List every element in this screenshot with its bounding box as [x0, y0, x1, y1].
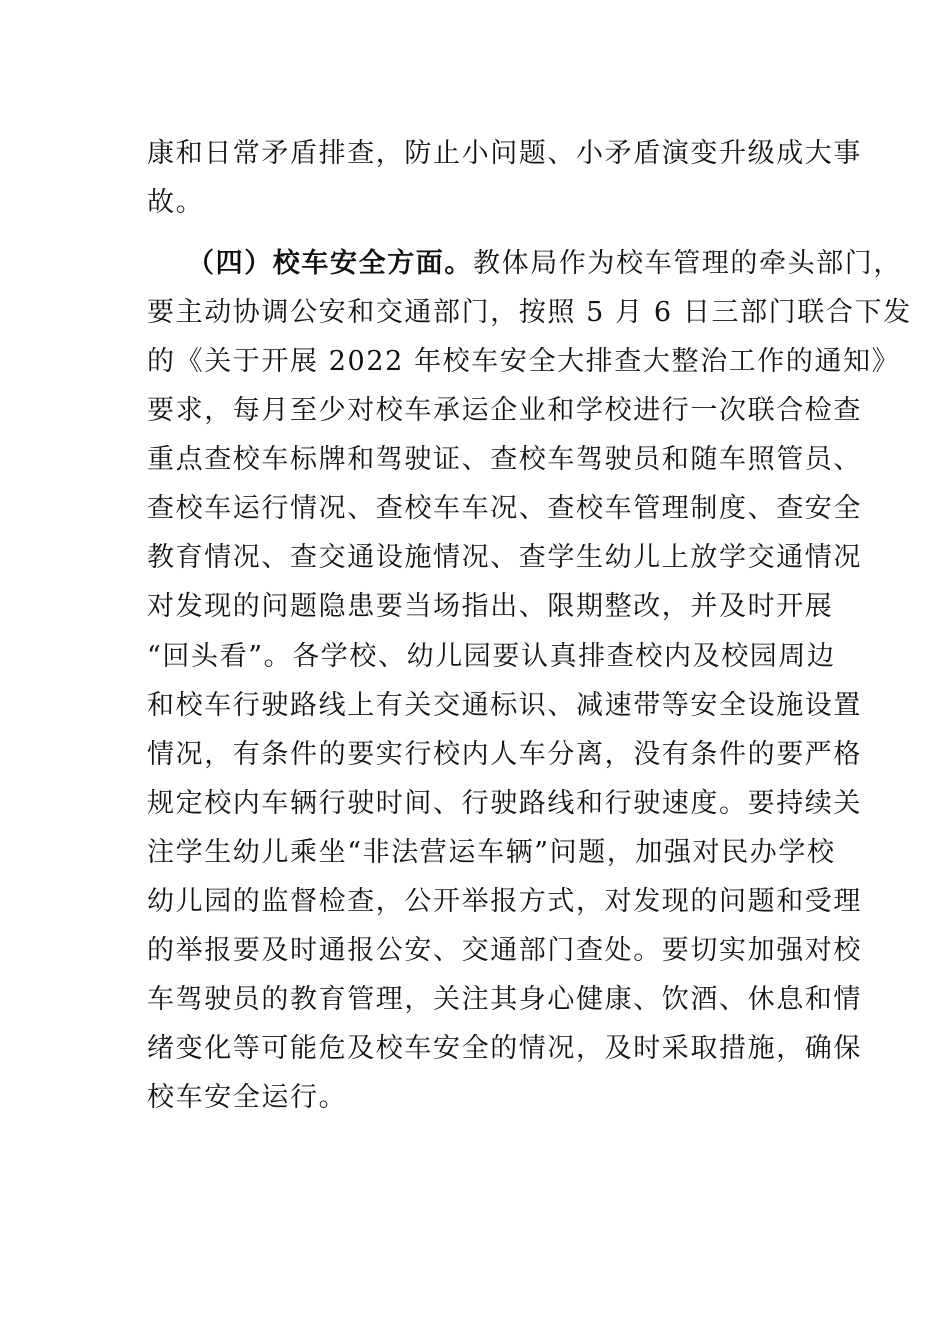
paragraph-2-line-11: 情况，有条件的要实行校内人车分离，没有条件的要严格	[147, 739, 862, 770]
paragraph-2-line-18: 校车安全运行。	[147, 1082, 348, 1113]
paragraph-2-line-17: 绪变化等可能危及校车安全的情况，及时采取措施，确保	[147, 1033, 862, 1064]
paragraph-2-line-9: “回头看”。各学校、幼儿园要认真排查校内及校园周边	[147, 641, 836, 672]
paragraph-2-line-13: 注学生幼儿乘坐“非法营运车辆”问题，加强对民办学校	[147, 837, 836, 868]
paragraph-2-line-6: 查校车运行情况、查校车车况、查校车管理制度、查安全	[147, 493, 862, 524]
paragraph-2-line-10: 和校车行驶路线上有关交通标识、减速带等安全设施设置	[147, 690, 862, 721]
paragraph-2-line-15: 的举报要及时通报公安、交通部门查处。要切实加强对校	[147, 935, 862, 966]
paragraph-2-line-3: 的《关于开展 2022 年校车安全大排查大整治工作的通知》	[147, 346, 901, 377]
paragraph-2-line-14: 幼儿园的监督检查，公开举报方式，对发现的问题和受理	[147, 886, 862, 917]
paragraph-2-line-12: 规定校内车辆行驶时间、行驶路线和行驶速度。要持续关	[147, 788, 862, 819]
section-heading: （四）校车安全方面。	[187, 248, 473, 279]
paragraph-2-line-1-text: 教体局作为校车管理的牵头部门，	[473, 248, 902, 279]
paragraph-2-line-8: 对发现的问题隐患要当场指出、限期整改，并及时开展	[147, 591, 834, 622]
paragraph-2-line-2: 要主动协调公安和交通部门，按照 5 月 6 日三部门联合下发	[147, 297, 912, 328]
paragraph-2-line-16: 车驾驶员的教育管理，关注其身心健康、饮酒、休息和情	[147, 984, 862, 1015]
paragraph-2-line-5: 重点查校车标牌和驾驶证、查校车驾驶员和随车照管员、	[147, 444, 862, 475]
paragraph-1-line-2: 故。	[147, 187, 205, 218]
paragraph-2-line-1	[187, 247, 902, 281]
paragraph-2-line-4: 要求，每月至少对校车承运企业和学校进行一次联合检查	[147, 395, 862, 426]
paragraph-2-line-7: 教育情况、查交通设施情况、查学生幼儿上放学交通情况	[147, 542, 862, 573]
paragraph-1-line-1: 康和日常矛盾排查，防止小问题、小矛盾演变升级成大事	[147, 138, 862, 169]
